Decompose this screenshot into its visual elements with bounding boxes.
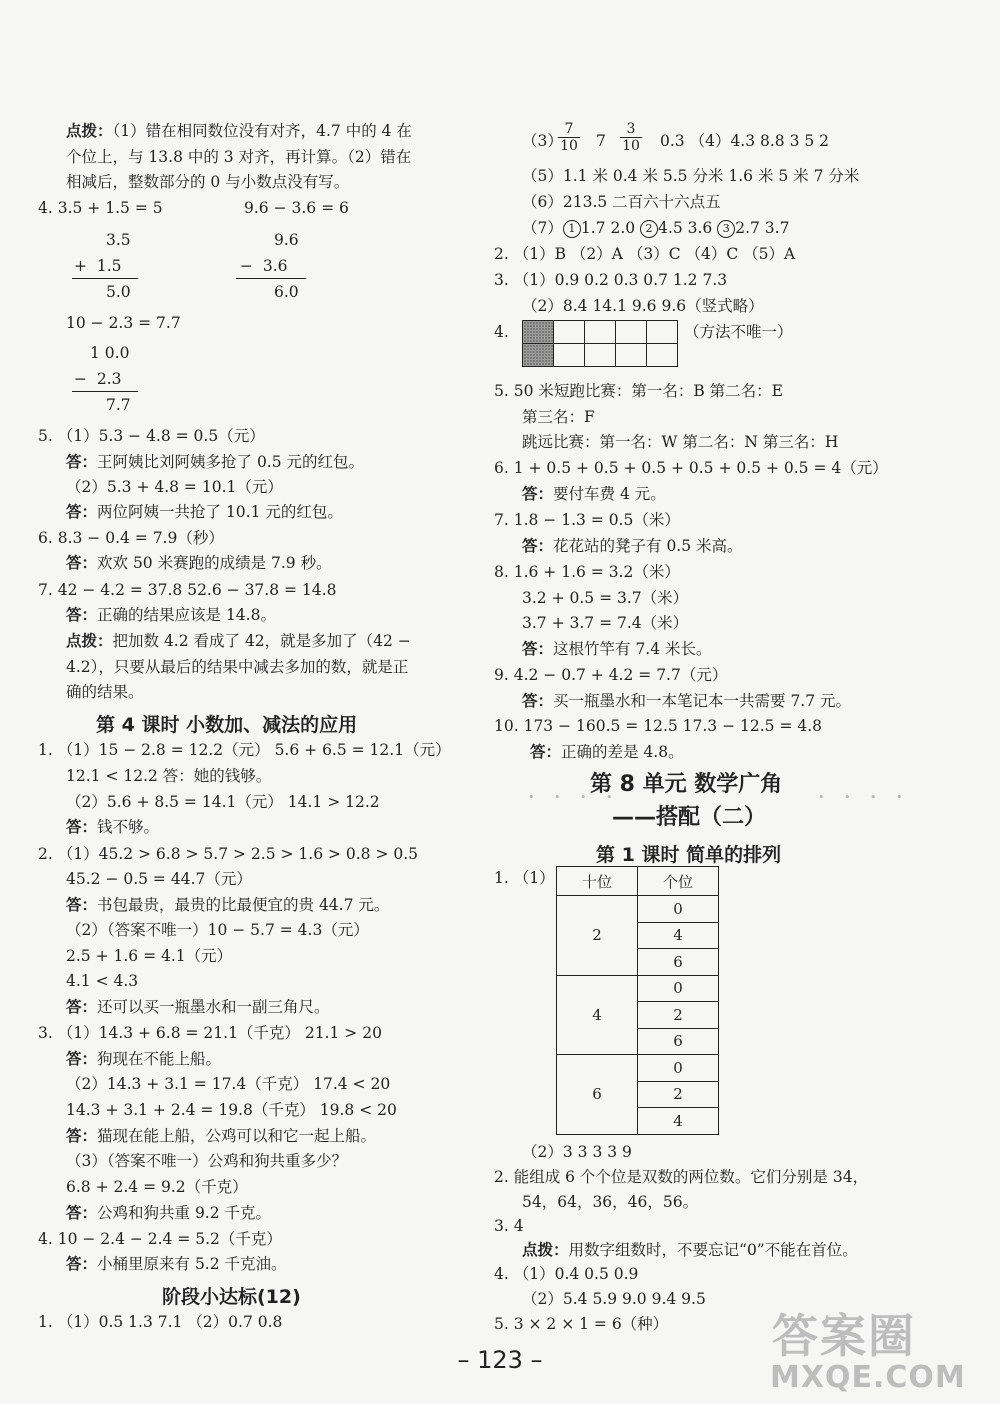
text-line: 2.5 + 1.6 = 4.1（元） <box>66 947 233 965</box>
unit-heading: 第 8 单元 数学广角 <box>590 772 783 797</box>
page-number: – 123 – <box>457 1346 543 1374</box>
text-line: 答：猫现在能上船，公鸡可以和它一起上船。 <box>66 1127 377 1145</box>
text-line: （7） 1 1.7 2.0 2 4.5 3.6 3 2.7 3.7 <box>522 219 790 237</box>
calc-rule <box>72 278 138 279</box>
table-cell-ones: 0 <box>638 1055 719 1082</box>
text-line: 答：正确的差是 4.8。 <box>530 743 684 761</box>
text-line: 4. <box>494 323 509 341</box>
grid-cell <box>554 344 585 367</box>
text-line: （方法不唯一） <box>684 323 793 341</box>
text-line: 4.2），只要从最后的结果中减去多加的数，就是正 <box>66 658 409 676</box>
text-line: 答：狗现在不能上船。 <box>66 1050 222 1068</box>
watermark-text: 答案圈 <box>772 1309 916 1363</box>
text-line: 答：还可以买一瓶墨水和一副三角尺。 <box>66 998 330 1016</box>
grid-cell <box>616 344 647 367</box>
text-line: 确的结果。 <box>66 683 144 701</box>
text-line: 54，64，36，46，56。 <box>522 1193 699 1211</box>
text-line: 答：两位阿姨一共抢了 10.1 元的红包。 <box>66 503 343 521</box>
fraction: $\frac{7}{10}$ <box>558 121 580 154</box>
text-line: 答：这根竹竿有 7.4 米长。 <box>522 640 712 658</box>
text-line: 答：钱不够。 <box>66 818 160 836</box>
table-cell-tens: 4 <box>557 975 638 1055</box>
table-header: 个位 <box>638 867 719 896</box>
text-line: 第三名：F <box>522 408 595 426</box>
grid-cell-shaded <box>523 321 554 344</box>
text-line: 9. 4.2 − 0.7 + 4.2 = 7.7（元） <box>494 666 728 684</box>
text-line: 1. （1）15 − 2.8 = 12.2（元） 5.6 + 6.5 = 12.1（元） <box>38 741 451 759</box>
text-line: 答：买一瓶墨水和一本笔记本一共需要 7.7 元。 <box>522 692 852 710</box>
lesson-heading: 第 1 课时 简单的排列 <box>596 844 782 866</box>
tip-label: 点拨： <box>66 122 113 140</box>
text-line: 4.1 < 4.3 <box>66 972 139 990</box>
table-cell-ones: 4 <box>638 922 719 949</box>
grid-cell-shaded <box>523 344 554 367</box>
text-line: 答：小桶里原来有 5.2 千克油。 <box>66 1255 287 1273</box>
grid-cell <box>647 321 678 344</box>
text-line: 5. （1）5.3 − 4.8 = 0.5（元） <box>38 427 265 445</box>
text-line: 7. 1.8 − 1.3 = 0.5（米） <box>494 511 680 529</box>
text-line: 14.3 + 3.1 + 2.4 = 19.8（千克） 19.8 < 20 <box>66 1101 397 1119</box>
text-line: 5. 3 × 2 × 1 = 6（种） <box>494 1315 669 1333</box>
text-line: 6. 1 + 0.5 + 0.5 + 0.5 + 0.5 + 0.5 + 0.5 = 4（元） <box>494 459 888 477</box>
table-cell-tens: 6 <box>557 1055 638 1135</box>
text-line: 8. 1.6 + 1.6 = 3.2（米） <box>494 563 680 581</box>
circled-number: 2 <box>640 220 658 238</box>
vertical-calc-mid: + 1.5 <box>74 257 122 275</box>
grid-cell <box>647 344 678 367</box>
text-line: 相减后，整数部分的 0 与小数点没有写。 <box>66 173 350 191</box>
text-line: 个位上，与 13.8 中的 3 对齐，再计算。（2）错在 <box>66 148 412 166</box>
text-line: 6.8 + 2.4 = 9.2（千克） <box>66 1178 248 1196</box>
table-cell-ones: 0 <box>638 896 719 923</box>
text-line: （2）5.6 + 8.5 = 14.1（元） 14.1 > 12.2 <box>66 793 380 811</box>
text-line: 9.6 − 3.6 = 6 <box>244 199 349 217</box>
circled-number: 1 <box>563 220 581 238</box>
text-line: 2. （1）B （2）A （3）C （4）C （5）A <box>494 245 796 263</box>
text-line: 10. 173 − 160.5 = 12.5 17.3 − 12.5 = 4.8 <box>494 717 823 735</box>
text-line: 10 − 2.3 = 7.7 <box>66 314 181 332</box>
text-line: 答：要付车费 4 元。 <box>522 485 666 503</box>
text-line: 跳远比赛：第一名：W 第二名：N 第三名：H <box>522 433 839 451</box>
table-cell-ones: 0 <box>638 975 719 1002</box>
section-heading: 阶段小达标(12) <box>162 1286 301 1308</box>
decorative-dots: • • • • <box>818 791 911 804</box>
calc-rule <box>72 391 138 392</box>
digit-table <box>556 866 719 1135</box>
table-header: 十位 <box>557 867 638 896</box>
text-line: （2）14.3 + 3.1 = 17.4（千克） 17.4 < 20 <box>66 1075 391 1093</box>
grid-cell <box>585 321 616 344</box>
unit-subheading: ——搭配（二） <box>612 805 767 830</box>
calc-rule <box>236 278 306 279</box>
table-cell-ones: 4 <box>638 1108 719 1135</box>
watermark-logo <box>752 1300 992 1400</box>
table-cell-ones: 6 <box>638 1028 719 1055</box>
text-line: （2）8.4 14.1 9.6 9.6（竖式略） <box>522 297 764 315</box>
text-line: 4. 10 − 2.4 − 2.4 = 5.2（千克） <box>38 1230 282 1248</box>
text-line: 7 <box>596 132 606 150</box>
text-line: 3. （1）14.3 + 6.8 = 21.1（千克） 21.1 > 20 <box>38 1024 382 1042</box>
table-cell-ones: 6 <box>638 949 719 976</box>
text-line: 点拨：（1）错在相同数位没有对齐，4.7 中的 4 在 <box>66 122 412 140</box>
text-line: 0.3 （4）4.3 8.8 3 5 2 <box>660 132 830 150</box>
table-cell-ones: 2 <box>638 1002 719 1029</box>
text-line: 4. 3.5 + 1.5 = 5 <box>38 199 163 217</box>
text-line: 答：王阿姨比刘阿姨多抢了 0.5 元的红包。 <box>66 453 365 471</box>
text-line: （6）213.5 二百六十六点五 <box>522 193 721 211</box>
text-line: 3.7 + 3.7 = 7.4（米） <box>522 614 689 632</box>
vertical-calc-mid: − 2.3 <box>74 370 122 388</box>
vertical-calc-top: 9.6 <box>274 231 299 249</box>
text-line: （2）5.3 + 4.8 = 10.1（元） <box>66 478 283 496</box>
vertical-calc-result: 6.0 <box>274 283 299 301</box>
text-line: 6. 8.3 − 0.4 = 7.9（秒） <box>38 529 224 547</box>
circled-number: 3 <box>717 220 735 238</box>
text-line: 2. （1）45.2 > 6.8 > 5.7 > 2.5 > 1.6 > 0.8 > 0.5 <box>38 845 419 863</box>
text-line: 7. 42 − 4.2 = 37.8 52.6 − 37.8 = 14.8 <box>38 581 337 599</box>
table-cell-tens: 2 <box>557 896 638 976</box>
text-line: 3.2 + 0.5 = 3.7（米） <box>522 589 689 607</box>
text-line: 5. 50 米短跑比赛：第一名：B 第二名：E <box>494 382 783 400</box>
text-line: 答：正确的结果应该是 14.8。 <box>66 606 276 624</box>
text-line: 3. 4 <box>494 1217 524 1235</box>
text-line: 答：欢欢 50 米赛跑的成绩是 7.9 秒。 <box>66 554 332 572</box>
grid-cell <box>616 321 647 344</box>
vertical-calc-result: 5.0 <box>106 283 131 301</box>
vertical-calc-top: 3.5 <box>106 231 131 249</box>
lesson-heading: 第 4 课时 小数加、减法的应用 <box>96 714 358 736</box>
vertical-calc-result: 7.7 <box>106 396 131 414</box>
text-line: 答：公鸡和狗共重 9.2 千克。 <box>66 1204 272 1222</box>
text-line: 答：花花站的凳子有 0.5 米高。 <box>522 537 743 555</box>
watermark-url: MXQE.COM <box>770 1360 966 1395</box>
vertical-calc-mid: − 3.6 <box>240 257 288 275</box>
text-line: 12.1 < 12.2 答：她的钱够。 <box>66 767 272 785</box>
text-line: （2）3 3 3 3 9 <box>522 1143 632 1161</box>
text-line: （2）（答案不唯一）10 − 5.7 = 4.3（元） <box>66 921 369 939</box>
text-line: 4. （1）0.4 0.5 0.9 <box>494 1265 639 1283</box>
text-line: （2）5.4 5.9 9.0 9.4 9.5 <box>522 1290 706 1308</box>
text-line: 点拨：用数字组数时，不要忘记“0”不能在首位。 <box>522 1241 858 1259</box>
text-line: （3） <box>522 132 563 150</box>
text-line: 3. （1）0.9 0.2 0.3 0.7 1.2 7.3 <box>494 271 728 289</box>
vertical-calc-top: 1 0.0 <box>90 344 130 362</box>
text-line: 答：书包最贵，最贵的比最便宜的贵 44.7 元。 <box>66 896 390 914</box>
grid-cell <box>585 344 616 367</box>
text-line: 点拨：把加数 4.2 看成了 42，就是多加了（42 − <box>66 632 411 650</box>
decorative-dots: • • • • <box>528 791 621 804</box>
text-line: （5）1.1 米 0.4 米 5.5 分米 1.6 米 5 米 7 分米 <box>522 167 860 185</box>
table-cell-ones: 2 <box>638 1081 719 1108</box>
text-line: 2. 能组成 6 个个位是双数的两位数。它们分别是 34， <box>494 1168 869 1186</box>
shaded-grid-figure <box>522 320 678 367</box>
text-line: （3）（答案不唯一）公鸡和狗共重多少？ <box>66 1152 348 1170</box>
text-line: 45.2 − 0.5 = 44.7（元） <box>66 870 252 888</box>
text-line: 1. （1）0.5 1.3 7.1 （2）0.7 0.8 <box>38 1313 283 1331</box>
fraction: $\frac{3}{10}$ <box>620 121 642 154</box>
text-line: 1. （1） <box>494 869 555 887</box>
grid-cell <box>554 321 585 344</box>
